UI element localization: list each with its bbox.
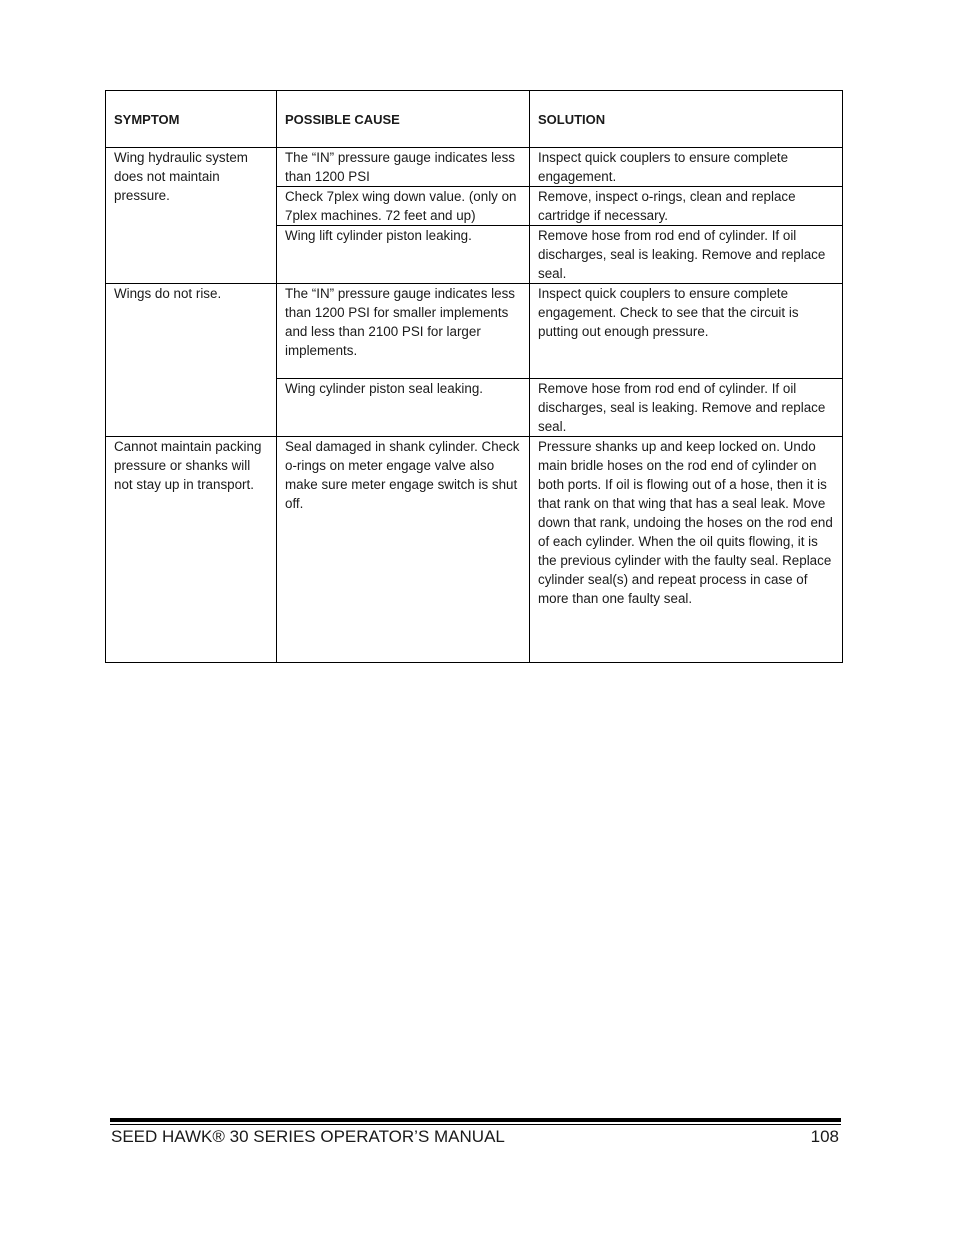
cause-cell: Wing lift cylinder piston leaking. <box>277 226 530 284</box>
solution-cell: Inspect quick couplers to ensure complete engagement. Check to see that the circuit is putting out enough pressure. <box>530 284 843 379</box>
footer-rule <box>110 1118 841 1122</box>
symptom-cell: Wing hydraulic system does not maintain pressure. <box>106 148 277 284</box>
solution-cell: Pressure shanks up and keep locked on. Undo main bridle hoses on the rod end of cylinder on both ports. If oil is flowing out of a hose, then it is that rank on that wing that has a seal leak. Move down that rank, undoing the hoses on the rod end of each cylinder. When the oil quits flowing, it is the previous cylinder with the faulty seal. Replace cylinder seal(s) and repeat process in case of more than one faulty seal. <box>530 437 843 663</box>
table-header-row <box>106 91 843 148</box>
cause-cell: The “IN” pressure gauge indicates less than 1200 PSI <box>277 148 530 187</box>
table-row <box>106 437 843 663</box>
solution-cell: Remove, inspect o-rings, clean and replace cartridge if necessary. <box>530 187 843 226</box>
solution-cell: Remove hose from rod end of cylinder. If oil discharges, seal is leaking. Remove and replace seal. <box>530 379 843 437</box>
table-row <box>106 148 843 187</box>
symptom-cell: Wings do not rise. <box>106 284 277 437</box>
header-possible-cause: POSSIBLE CAUSE <box>277 91 530 148</box>
solution-cell: Inspect quick couplers to ensure complete engagement. <box>530 148 843 187</box>
header-solution: SOLUTION <box>530 91 843 148</box>
footer-manual-title: SEED HAWK® 30 SERIES OPERATOR’S MANUAL <box>111 1127 505 1146</box>
cause-cell: Check 7plex wing down value. (only on 7plex machines. 72 feet and up) <box>277 187 530 226</box>
cause-cell: Wing cylinder piston seal leaking. <box>277 379 530 437</box>
solution-cell: Remove hose from rod end of cylinder. If oil discharges, seal is leaking. Remove and replace seal. <box>530 226 843 284</box>
cause-cell: Seal damaged in shank cylinder. Check o-rings on meter engage valve also make sure meter engage switch is shut off. <box>277 437 530 663</box>
table-row <box>106 284 843 379</box>
troubleshooting-table <box>105 90 843 663</box>
header-symptom: SYMPTOM <box>106 91 277 148</box>
cause-cell: The “IN” pressure gauge indicates less than 1200 PSI for smaller implements and less than 2100 PSI for larger implements. <box>277 284 530 379</box>
symptom-cell: Cannot maintain packing pressure or shanks will not stay up in transport. <box>106 437 277 663</box>
page-number: 108 <box>810 1127 839 1146</box>
footer-rule-thin <box>110 1124 841 1125</box>
